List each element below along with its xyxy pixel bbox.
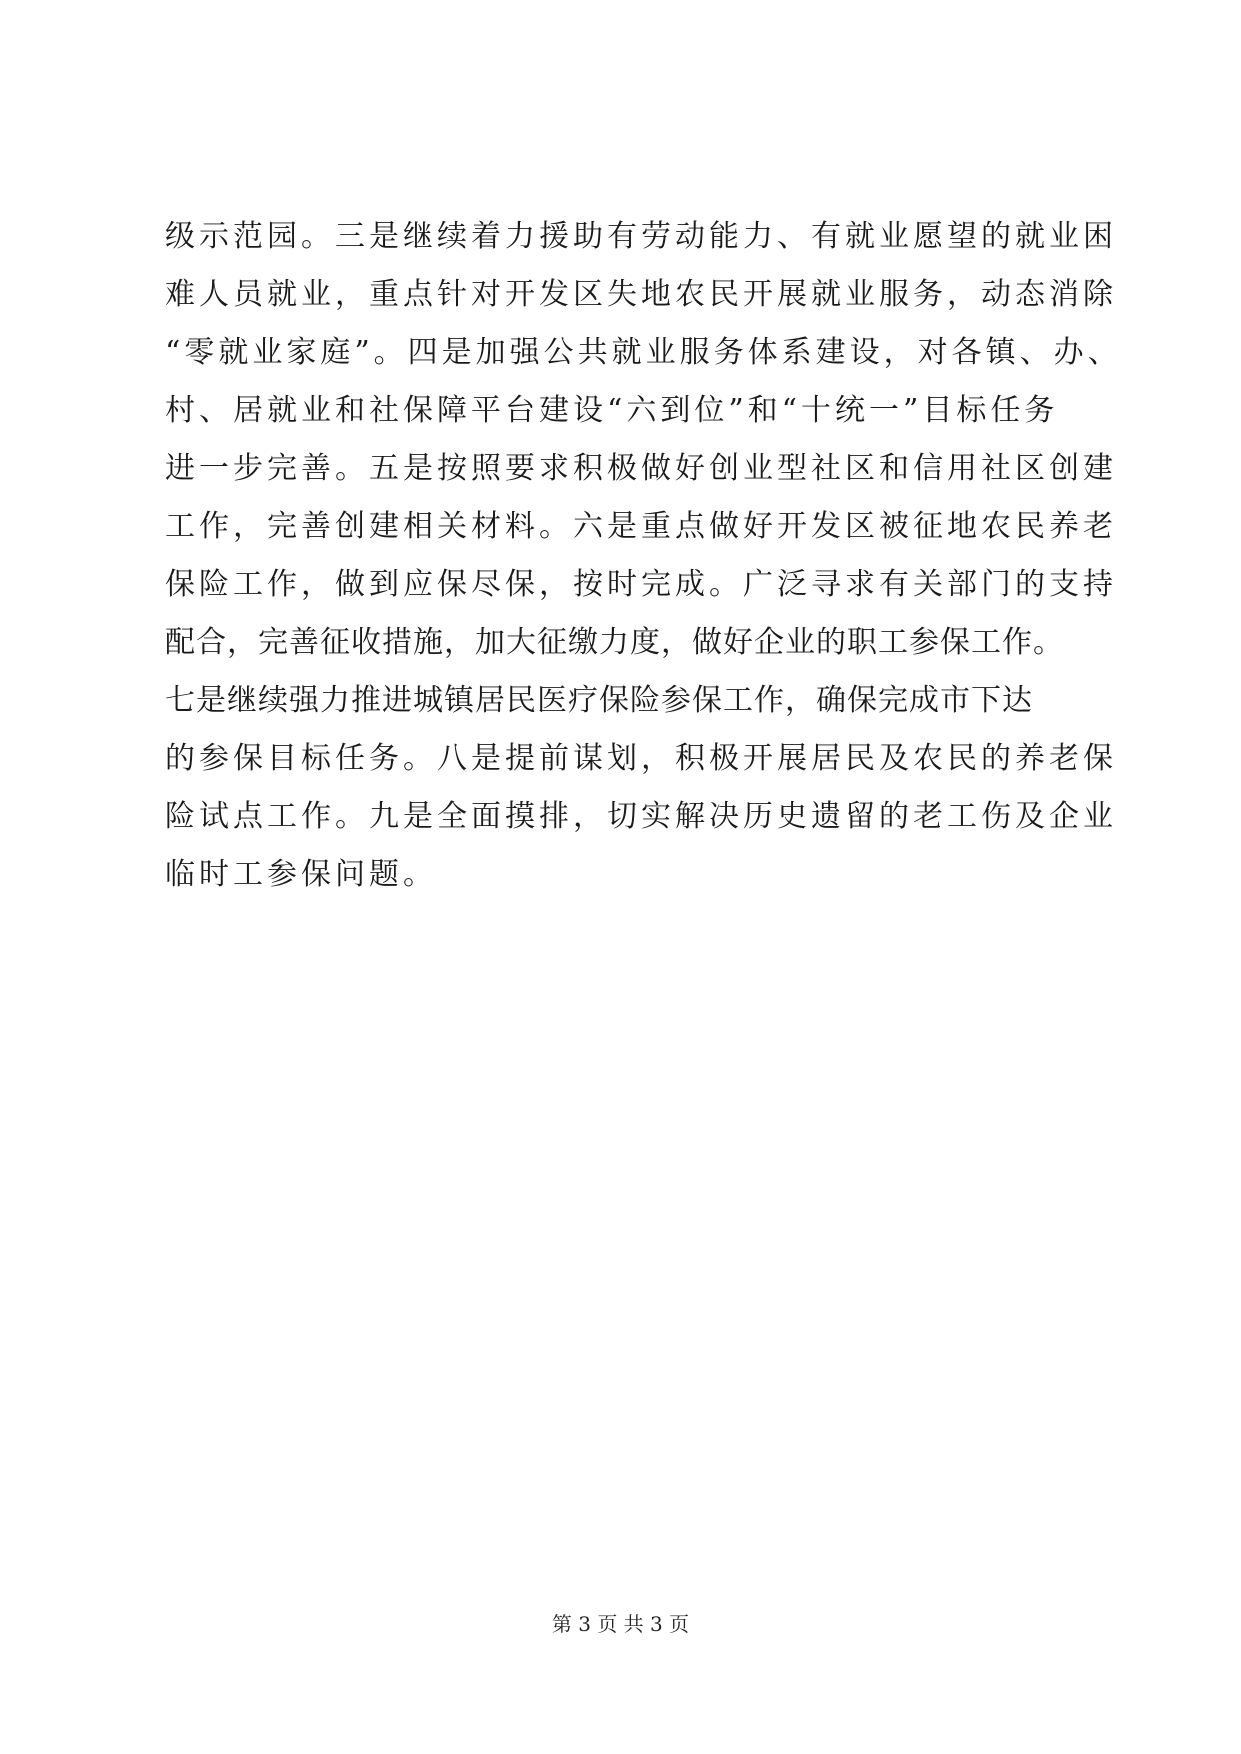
text-line-11: 险试点工作。九是全面摸排，切实解决历史遗留的老工伤及企业 xyxy=(165,799,1117,834)
text-line-1: 级示范园。三是继续着力援助有劳动能力、有就业愿望的就业困 xyxy=(165,219,1117,254)
text-line-4: 村、居就业和社保障平台建设“六到位”和“十统一”目标任务 xyxy=(165,393,1059,428)
text-line-7: 保险工作，做到应保尽保，按时完成。广泛寻求有关部门的支持 xyxy=(165,567,1117,602)
page-number-footer: 第 3 页 共 3 页 xyxy=(551,1612,690,1636)
text-line-8: 配合，完善征收措施，加大征缴力度，做好企业的职工参保工作。 xyxy=(165,625,1064,660)
text-line-10: 的参保目标任务。八是提前谋划，积极开展居民及农民的养老保 xyxy=(165,741,1117,776)
text-line-5: 进一步完善。五是按照要求积极做好创业型社区和信用社区创建 xyxy=(165,451,1117,486)
text-line-2: 难人员就业，重点针对开发区失地农民开展就业服务，动态消除 xyxy=(165,277,1117,312)
text-line-9: 七是继续强力推进城镇居民医疗保险参保工作，确保完成市下达 xyxy=(165,683,1033,718)
text-line-3: “零就业家庭”。四是加强公共就业服务体系建设，对各镇、办、 xyxy=(165,335,1122,370)
text-line-6: 工作，完善创建相关材料。六是重点做好开发区被征地农民养老 xyxy=(165,509,1117,544)
body-paragraph xyxy=(165,208,1122,904)
text-line-12: 临时工参保问题。 xyxy=(165,857,437,892)
